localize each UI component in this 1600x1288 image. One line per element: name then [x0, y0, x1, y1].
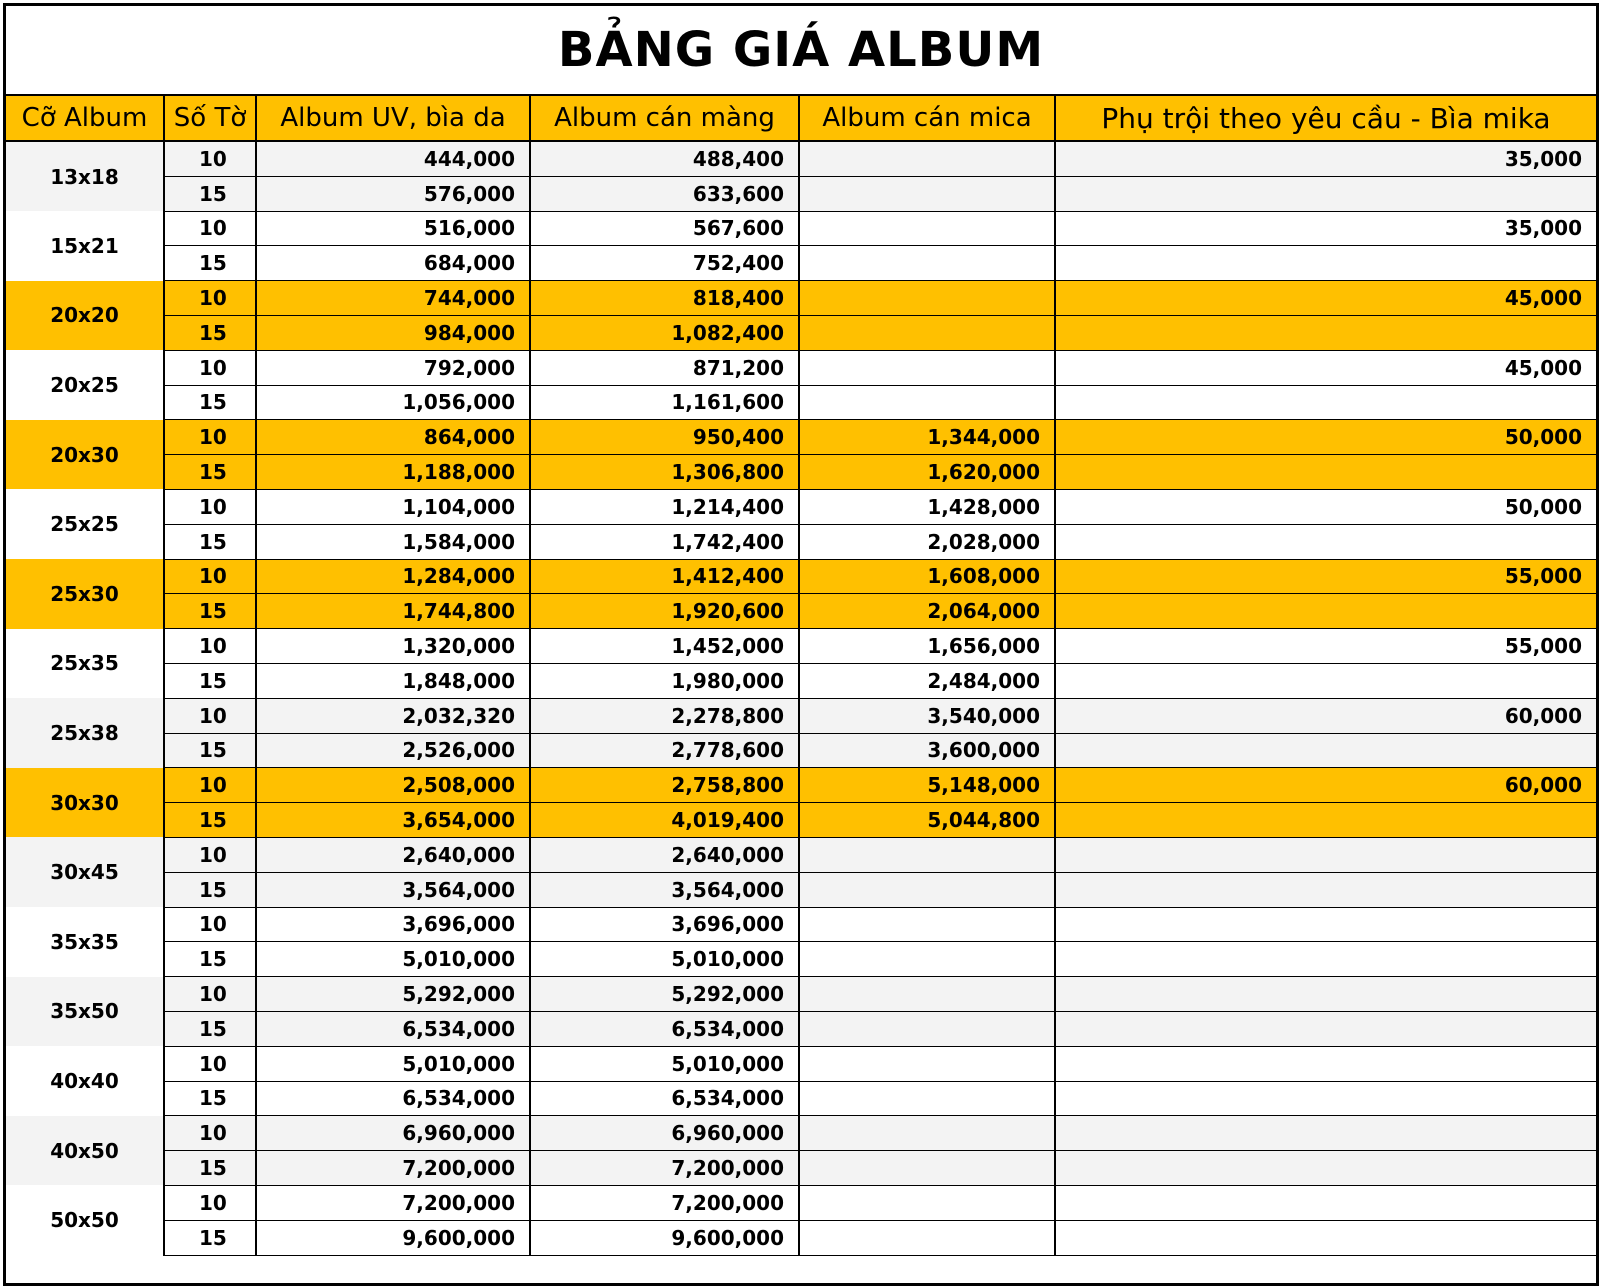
page-count-cell: 15	[164, 455, 256, 490]
phu-troi-price-cell	[1055, 455, 1596, 490]
uv-price-cell: 1,584,000	[256, 524, 530, 559]
table-row	[6, 942, 1596, 977]
uv-price-cell: 3,696,000	[256, 907, 530, 942]
can-mang-price-cell: 1,920,600	[530, 594, 799, 629]
table-row	[6, 1116, 1596, 1151]
price-table	[6, 96, 1596, 1256]
phu-troi-price-cell	[1055, 594, 1596, 629]
can-mang-price-cell: 5,010,000	[530, 1046, 799, 1081]
uv-price-cell: 792,000	[256, 350, 530, 385]
table-row	[6, 803, 1596, 838]
can-mang-price-cell: 950,400	[530, 420, 799, 455]
can-mang-price-cell: 4,019,400	[530, 803, 799, 838]
can-mang-price-cell: 633,600	[530, 176, 799, 211]
uv-price-cell: 1,848,000	[256, 663, 530, 698]
can-mica-price-cell	[799, 315, 1055, 350]
can-mica-price-cell	[799, 1116, 1055, 1151]
phu-troi-price-cell	[1055, 385, 1596, 420]
phu-troi-price-cell	[1055, 1220, 1596, 1255]
phu-troi-price-cell: 35,000	[1055, 141, 1596, 176]
page-count-cell: 15	[164, 733, 256, 768]
table-row	[6, 629, 1596, 664]
page-count-cell: 15	[164, 1011, 256, 1046]
uv-price-cell: 576,000	[256, 176, 530, 211]
album-size-cell: 30x45	[6, 837, 164, 907]
header-can-mang: Album cán màng	[530, 96, 799, 141]
table-row	[6, 420, 1596, 455]
uv-price-cell: 2,640,000	[256, 837, 530, 872]
table-row	[6, 1185, 1596, 1220]
album-size-cell: 20x25	[6, 350, 164, 420]
phu-troi-price-cell	[1055, 733, 1596, 768]
can-mang-price-cell: 1,412,400	[530, 559, 799, 594]
phu-troi-price-cell	[1055, 315, 1596, 350]
phu-troi-price-cell: 50,000	[1055, 420, 1596, 455]
table-row	[6, 281, 1596, 316]
page-count-cell: 15	[164, 1081, 256, 1116]
can-mica-price-cell: 1,620,000	[799, 455, 1055, 490]
can-mang-price-cell: 567,600	[530, 211, 799, 246]
can-mang-price-cell: 6,534,000	[530, 1011, 799, 1046]
can-mang-price-cell: 5,010,000	[530, 942, 799, 977]
table-row	[6, 663, 1596, 698]
album-size-cell: 40x40	[6, 1046, 164, 1116]
uv-price-cell: 1,320,000	[256, 629, 530, 664]
can-mang-price-cell: 2,758,800	[530, 768, 799, 803]
can-mica-price-cell	[799, 141, 1055, 176]
can-mica-price-cell	[799, 837, 1055, 872]
page-count-cell: 15	[164, 872, 256, 907]
uv-price-cell: 9,600,000	[256, 1220, 530, 1255]
can-mica-price-cell	[799, 977, 1055, 1012]
can-mica-price-cell	[799, 176, 1055, 211]
uv-price-cell: 3,654,000	[256, 803, 530, 838]
table-row	[6, 837, 1596, 872]
page-count-cell: 15	[164, 524, 256, 559]
page-count-cell: 15	[164, 594, 256, 629]
page-count-cell: 10	[164, 977, 256, 1012]
page-count-cell: 10	[164, 141, 256, 176]
uv-price-cell: 444,000	[256, 141, 530, 176]
table-row	[6, 524, 1596, 559]
uv-price-cell: 7,200,000	[256, 1185, 530, 1220]
can-mica-price-cell	[799, 281, 1055, 316]
page-count-cell: 10	[164, 837, 256, 872]
album-size-cell: 20x20	[6, 281, 164, 351]
album-size-cell: 25x38	[6, 698, 164, 768]
can-mica-price-cell: 1,608,000	[799, 559, 1055, 594]
can-mica-price-cell	[799, 1151, 1055, 1186]
uv-price-cell: 1,284,000	[256, 559, 530, 594]
page-count-cell: 10	[164, 768, 256, 803]
phu-troi-price-cell	[1055, 872, 1596, 907]
page-count-cell: 15	[164, 663, 256, 698]
album-size-cell: 35x35	[6, 907, 164, 977]
phu-troi-price-cell: 35,000	[1055, 211, 1596, 246]
page-count-cell: 10	[164, 559, 256, 594]
page-count-cell: 10	[164, 489, 256, 524]
phu-troi-price-cell	[1055, 1116, 1596, 1151]
can-mang-price-cell: 752,400	[530, 246, 799, 281]
uv-price-cell: 744,000	[256, 281, 530, 316]
phu-troi-price-cell: 50,000	[1055, 489, 1596, 524]
uv-price-cell: 1,188,000	[256, 455, 530, 490]
table-row	[6, 211, 1596, 246]
phu-troi-price-cell: 55,000	[1055, 629, 1596, 664]
can-mica-price-cell	[799, 211, 1055, 246]
page-count-cell: 15	[164, 385, 256, 420]
phu-troi-price-cell	[1055, 246, 1596, 281]
can-mica-price-cell: 3,600,000	[799, 733, 1055, 768]
uv-price-cell: 2,032,320	[256, 698, 530, 733]
can-mica-price-cell	[799, 1046, 1055, 1081]
can-mica-price-cell: 1,428,000	[799, 489, 1055, 524]
can-mang-price-cell: 1,161,600	[530, 385, 799, 420]
uv-price-cell: 1,056,000	[256, 385, 530, 420]
table-row	[6, 768, 1596, 803]
album-size-cell: 30x30	[6, 768, 164, 838]
table-row	[6, 141, 1596, 176]
page-count-cell: 10	[164, 1046, 256, 1081]
table-row	[6, 455, 1596, 490]
can-mang-price-cell: 1,980,000	[530, 663, 799, 698]
header-row	[6, 96, 1596, 141]
phu-troi-price-cell	[1055, 524, 1596, 559]
table-row	[6, 489, 1596, 524]
can-mang-price-cell: 1,082,400	[530, 315, 799, 350]
page-count-cell: 10	[164, 907, 256, 942]
uv-price-cell: 5,292,000	[256, 977, 530, 1012]
page-count-cell: 15	[164, 1220, 256, 1255]
table-row	[6, 1220, 1596, 1255]
table-row	[6, 246, 1596, 281]
can-mang-price-cell: 871,200	[530, 350, 799, 385]
uv-price-cell: 516,000	[256, 211, 530, 246]
can-mica-price-cell: 5,148,000	[799, 768, 1055, 803]
page-count-cell: 10	[164, 1185, 256, 1220]
header-uv: Album UV, bìa da	[256, 96, 530, 141]
uv-price-cell: 984,000	[256, 315, 530, 350]
album-size-cell: 25x25	[6, 489, 164, 559]
can-mica-price-cell	[799, 942, 1055, 977]
table-row	[6, 315, 1596, 350]
phu-troi-price-cell	[1055, 942, 1596, 977]
can-mang-price-cell: 488,400	[530, 141, 799, 176]
can-mang-price-cell: 6,960,000	[530, 1116, 799, 1151]
can-mica-price-cell: 1,344,000	[799, 420, 1055, 455]
page-count-cell: 10	[164, 281, 256, 316]
can-mica-price-cell	[799, 1185, 1055, 1220]
phu-troi-price-cell	[1055, 1151, 1596, 1186]
can-mica-price-cell	[799, 385, 1055, 420]
page-count-cell: 10	[164, 211, 256, 246]
can-mang-price-cell: 7,200,000	[530, 1185, 799, 1220]
table-row	[6, 594, 1596, 629]
album-size-cell: 40x50	[6, 1116, 164, 1186]
page-count-cell: 15	[164, 803, 256, 838]
page-count-cell: 15	[164, 1151, 256, 1186]
table-row	[6, 698, 1596, 733]
album-size-cell: 25x35	[6, 629, 164, 699]
table-row	[6, 1081, 1596, 1116]
phu-troi-price-cell	[1055, 837, 1596, 872]
can-mang-price-cell: 7,200,000	[530, 1151, 799, 1186]
uv-price-cell: 6,534,000	[256, 1081, 530, 1116]
title-bar	[6, 6, 1596, 96]
phu-troi-price-cell	[1055, 977, 1596, 1012]
can-mica-price-cell: 3,540,000	[799, 698, 1055, 733]
uv-price-cell: 864,000	[256, 420, 530, 455]
phu-troi-price-cell	[1055, 1081, 1596, 1116]
price-body	[6, 141, 1596, 1255]
uv-price-cell: 2,508,000	[256, 768, 530, 803]
page-count-cell: 15	[164, 176, 256, 211]
page-count-cell: 15	[164, 246, 256, 281]
phu-troi-price-cell: 45,000	[1055, 281, 1596, 316]
can-mica-price-cell	[799, 1081, 1055, 1116]
album-size-cell: 35x50	[6, 977, 164, 1047]
table-row	[6, 872, 1596, 907]
can-mang-price-cell: 2,778,600	[530, 733, 799, 768]
can-mica-price-cell	[799, 1011, 1055, 1046]
phu-troi-price-cell: 55,000	[1055, 559, 1596, 594]
uv-price-cell: 1,744,800	[256, 594, 530, 629]
can-mica-price-cell	[799, 350, 1055, 385]
price-sheet	[3, 3, 1599, 1286]
album-size-cell: 15x21	[6, 211, 164, 281]
header-pages: Số Tờ	[164, 96, 256, 141]
can-mica-price-cell	[799, 907, 1055, 942]
table-row	[6, 907, 1596, 942]
uv-price-cell: 6,960,000	[256, 1116, 530, 1151]
page-count-cell: 15	[164, 315, 256, 350]
phu-troi-price-cell	[1055, 907, 1596, 942]
can-mica-price-cell: 2,028,000	[799, 524, 1055, 559]
can-mang-price-cell: 6,534,000	[530, 1081, 799, 1116]
can-mica-price-cell: 5,044,800	[799, 803, 1055, 838]
phu-troi-price-cell	[1055, 1011, 1596, 1046]
phu-troi-price-cell	[1055, 663, 1596, 698]
table-row	[6, 1151, 1596, 1186]
page-count-cell: 15	[164, 942, 256, 977]
header-can-mica: Album cán mica	[799, 96, 1055, 141]
table-row	[6, 733, 1596, 768]
can-mang-price-cell: 1,306,800	[530, 455, 799, 490]
phu-troi-price-cell	[1055, 1185, 1596, 1220]
album-size-cell: 50x50	[6, 1185, 164, 1255]
table-row	[6, 385, 1596, 420]
can-mang-price-cell: 818,400	[530, 281, 799, 316]
can-mica-price-cell: 1,656,000	[799, 629, 1055, 664]
uv-price-cell: 3,564,000	[256, 872, 530, 907]
can-mang-price-cell: 1,214,400	[530, 489, 799, 524]
page-count-cell: 10	[164, 629, 256, 664]
phu-troi-price-cell: 60,000	[1055, 768, 1596, 803]
can-mang-price-cell: 9,600,000	[530, 1220, 799, 1255]
can-mang-price-cell: 5,292,000	[530, 977, 799, 1012]
can-mica-price-cell: 2,484,000	[799, 663, 1055, 698]
album-size-cell: 13x18	[6, 141, 164, 211]
can-mica-price-cell: 2,064,000	[799, 594, 1055, 629]
uv-price-cell: 7,200,000	[256, 1151, 530, 1186]
can-mang-price-cell: 3,696,000	[530, 907, 799, 942]
table-row	[6, 176, 1596, 211]
uv-price-cell: 1,104,000	[256, 489, 530, 524]
page-count-cell: 10	[164, 698, 256, 733]
can-mang-price-cell: 1,742,400	[530, 524, 799, 559]
uv-price-cell: 684,000	[256, 246, 530, 281]
page-count-cell: 10	[164, 1116, 256, 1151]
phu-troi-price-cell: 45,000	[1055, 350, 1596, 385]
page-count-cell: 10	[164, 420, 256, 455]
uv-price-cell: 6,534,000	[256, 1011, 530, 1046]
header-phu-troi: Phụ trội theo yêu cầu - Bìa mika	[1055, 96, 1596, 141]
album-size-cell: 25x30	[6, 559, 164, 629]
page-title: BẢNG GIÁ ALBUM	[557, 22, 1045, 78]
can-mica-price-cell	[799, 872, 1055, 907]
can-mica-price-cell	[799, 246, 1055, 281]
table-row	[6, 1046, 1596, 1081]
phu-troi-price-cell: 60,000	[1055, 698, 1596, 733]
can-mica-price-cell	[799, 1220, 1055, 1255]
table-row	[6, 977, 1596, 1012]
uv-price-cell: 2,526,000	[256, 733, 530, 768]
can-mang-price-cell: 2,640,000	[530, 837, 799, 872]
phu-troi-price-cell	[1055, 1046, 1596, 1081]
table-row	[6, 350, 1596, 385]
header-size: Cỡ Album	[6, 96, 164, 141]
can-mang-price-cell: 3,564,000	[530, 872, 799, 907]
uv-price-cell: 5,010,000	[256, 1046, 530, 1081]
phu-troi-price-cell	[1055, 803, 1596, 838]
uv-price-cell: 5,010,000	[256, 942, 530, 977]
can-mang-price-cell: 1,452,000	[530, 629, 799, 664]
album-size-cell: 20x30	[6, 420, 164, 490]
table-row	[6, 559, 1596, 594]
can-mang-price-cell: 2,278,800	[530, 698, 799, 733]
table-row	[6, 1011, 1596, 1046]
phu-troi-price-cell	[1055, 176, 1596, 211]
page-count-cell: 10	[164, 350, 256, 385]
